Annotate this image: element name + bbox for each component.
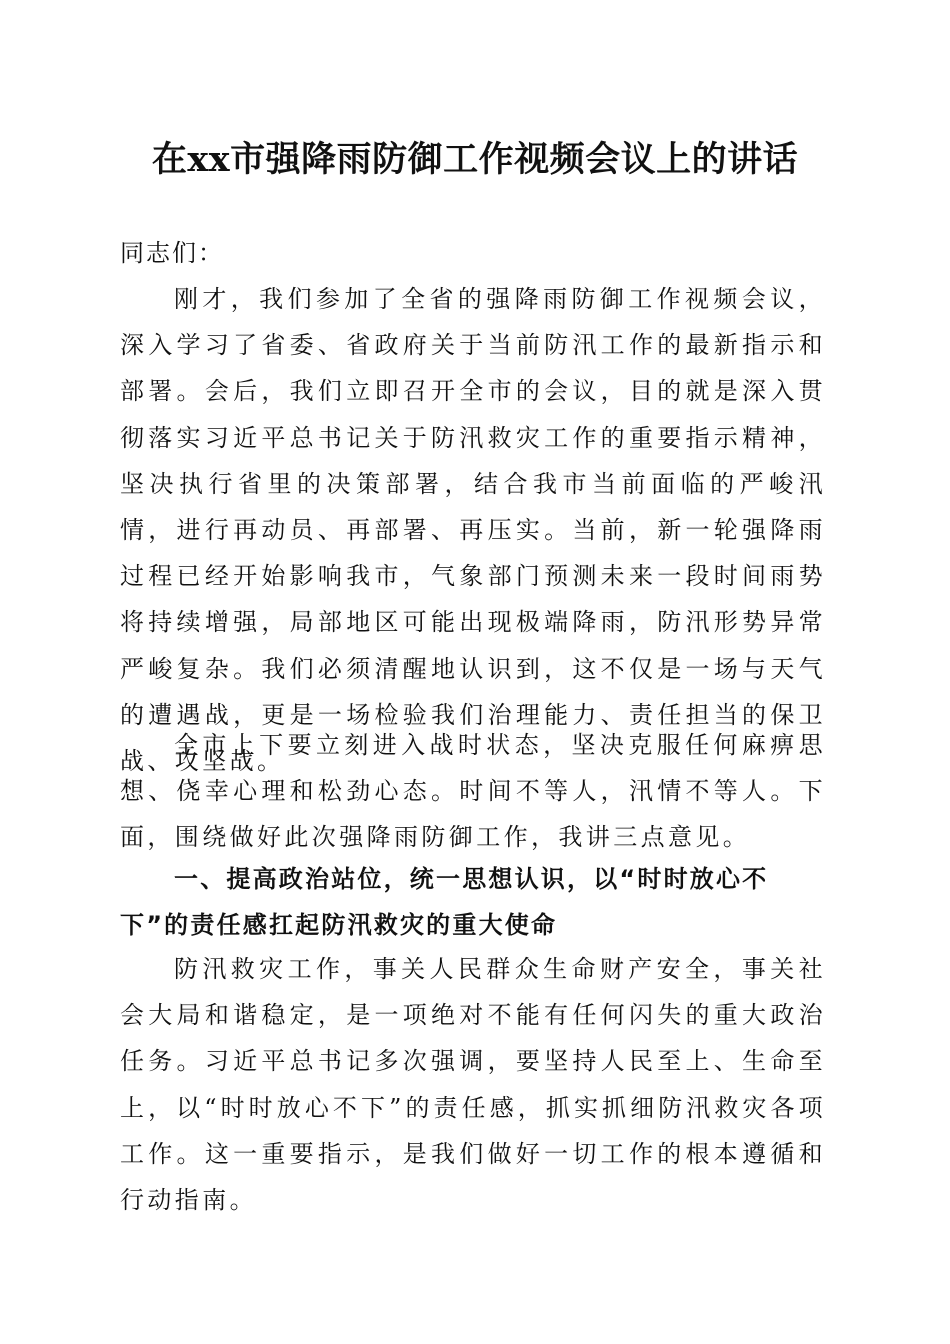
section-1-paragraph: 防汛救灾工作，事关人民群众生命财产安全，事关社会大局和谐稳定，是一项绝对不能有任何闪失的重大政治任务。习近平总书记多次强调，要坚持人民至上、生命至上，以“时时放心不下”的责任感，抓实抓细防汛救灾各项工作。这一重要指示，是我们做好一切工作的根本遵循和行动指南。 [120,955,826,1215]
paragraph-call-to-action: 全市上下要立刻进入战时状态，坚决克服任何麻痹思想、侥幸心理和松劲心态。时间不等人，汛情不等人。下面，围绕做好此次强降雨防御工作，我讲三点意见。 [120,731,826,852]
salutation: 同志们： [120,239,224,267]
paragraph-intro: 刚才，我们参加了全省的强降雨防御工作视频会议，深入学习了省委、省政府关于当前防汛工作的最新指示和部署。会后，我们立即召开全市的会议，目的就是深入贯彻落实习近平总书记关于防汛救灾工作的重要指示精神，坚决执行省里的决策部署，结合我市当前面临的严峻汛情，进行再动员、再部署、再压实。当前，新一轮强降雨过程已经开始影响我市，气象部门预测未来一段时间雨势将持续增强，局部地区可能出现极端降雨，防汛形势异常严峻复杂。我们必须清醒地认识到，这不仅是一场与天气的遭遇战，更是一场检验我们治理能力、责任担当的保卫战、攻坚战。 [120,285,826,776]
document-title: 在xx市强降雨防御工作视频会议上的讲话 [151,139,799,180]
section-heading-1: 一、提高政治站位，统一思想认识，以“时时放心不下”的责任感扛起防汛救灾的重大使命 [120,865,769,939]
